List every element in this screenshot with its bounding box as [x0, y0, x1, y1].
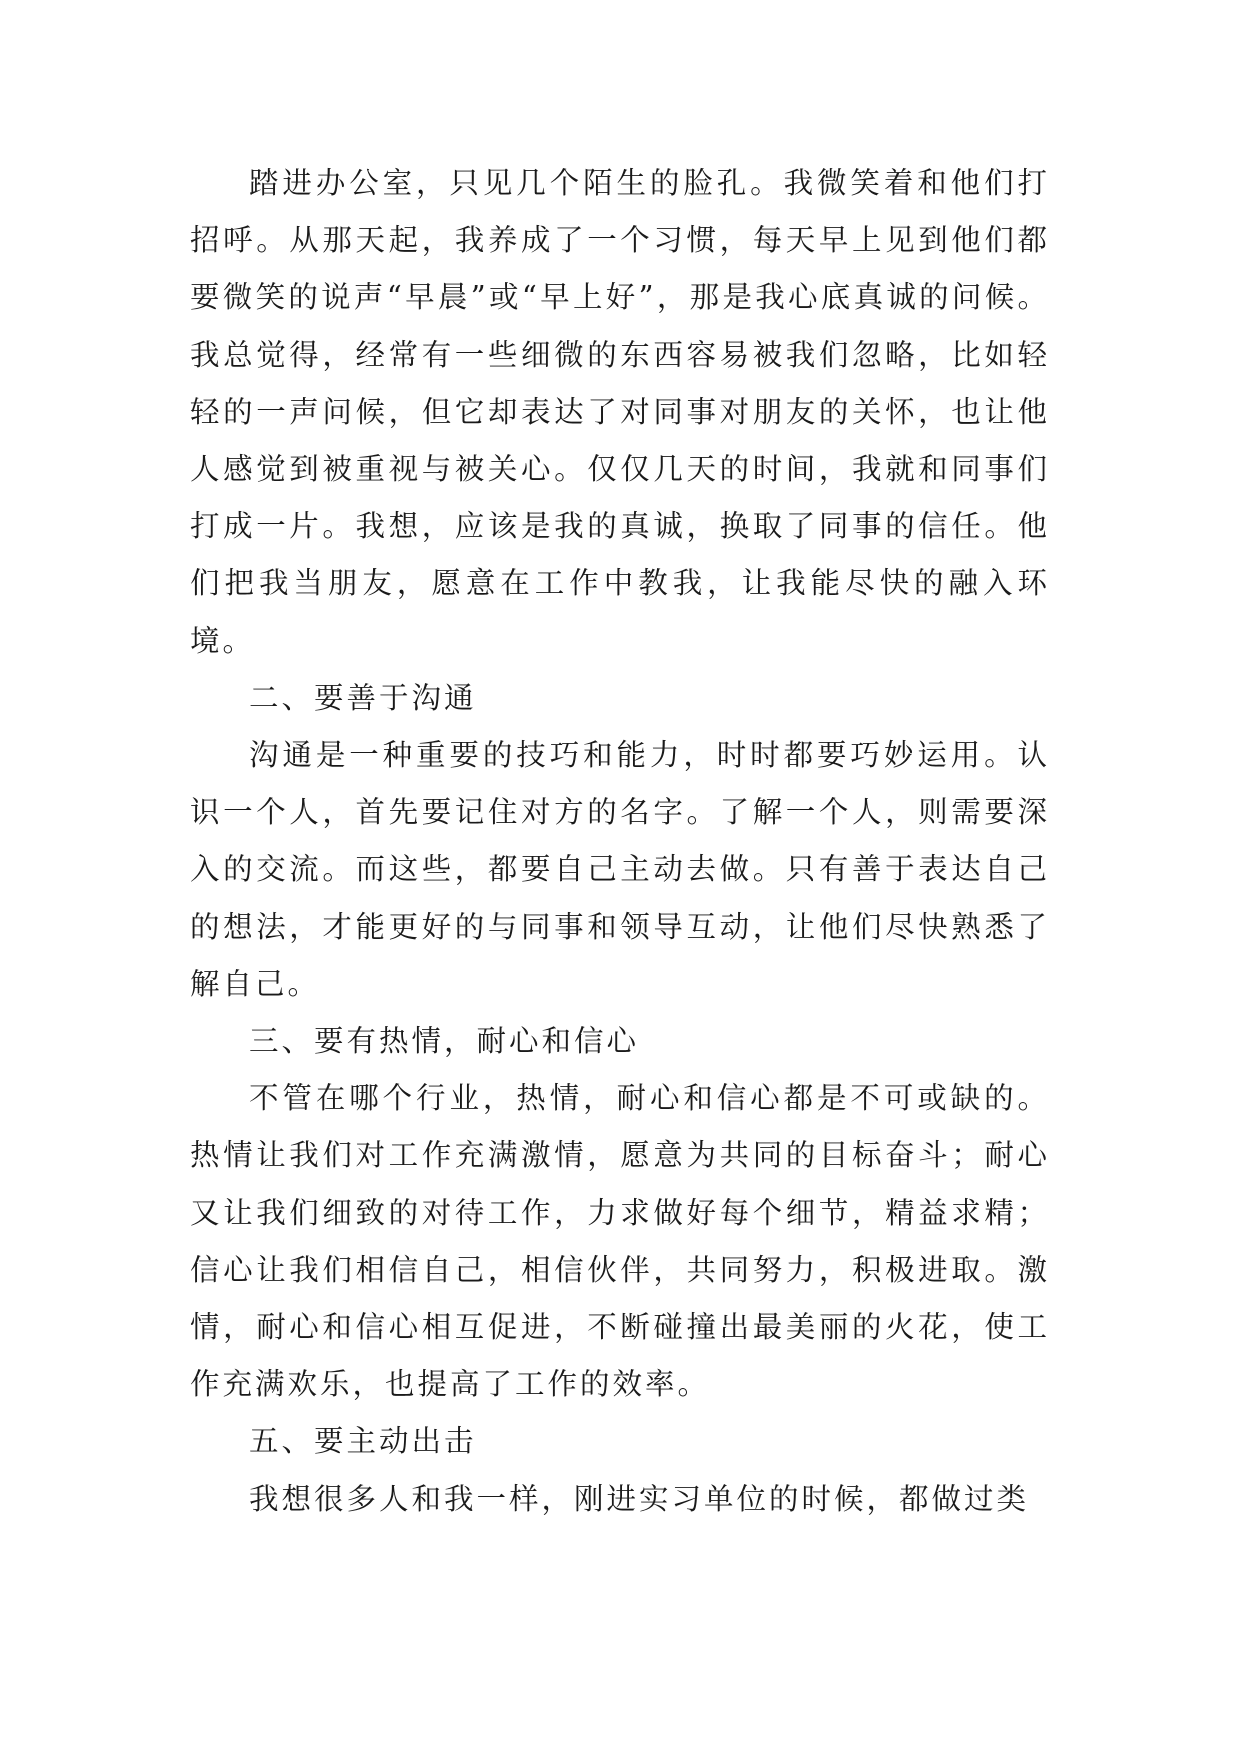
paragraph-initiative: 我想很多人和我一样，刚进实习单位的时候，都做过类 — [249, 1481, 1030, 1516]
paragraph-enthusiasm: 不管在哪个行业，热情，耐心和信心都是不可或缺的。热情让我们对工作充满激情，愿意为共同的目标奋斗；耐心又让我们细致的对待工作，力求做好每个细节，精益求精；信心让我们相信自己，相信伙伴，共同努力，积极进取。激情，耐心和信心相互促进，不断碰撞出最美丽的火花，使工作充满欢乐，也提高了工作的效率。 — [190, 1081, 1050, 1402]
section-heading-initiative: 五、要主动出击 — [249, 1424, 477, 1459]
document-body — [190, 155, 1050, 1528]
paragraph-communication: 沟通是一种重要的技巧和能力，时时都要巧妙运用。认识一个人，首先要记住对方的名字。了解一个人，则需要深入的交流。而这些，都要自己主动去做。只有善于表达自己的想法，才能更好的与同事和领导互动，让他们尽快熟悉了解自己。 — [190, 738, 1050, 1001]
section-heading-enthusiasm: 三、要有热情，耐心和信心 — [249, 1024, 640, 1059]
section-heading-communication: 二、要善于沟通 — [249, 680, 477, 715]
paragraph-office-greeting: 踏进办公室，只见几个陌生的脸孔。我微笑着和他们打招呼。从那天起，我养成了一个习惯，每天早上见到他们都要微笑的说声“早晨”或“早上好”，那是我心底真诚的问候。我总觉得，经常有一些细微的东西容易被我们忽略，比如轻轻的一声问候，但它却表达了对同事对朋友的关怀，也让他人感觉到被重视与被关心。仅仅几天的时间，我就和同事们打成一片。我想，应该是我的真诚，换取了同事的信任。他们把我当朋友，愿意在工作中教我，让我能尽快的融入环境。 — [190, 166, 1050, 658]
